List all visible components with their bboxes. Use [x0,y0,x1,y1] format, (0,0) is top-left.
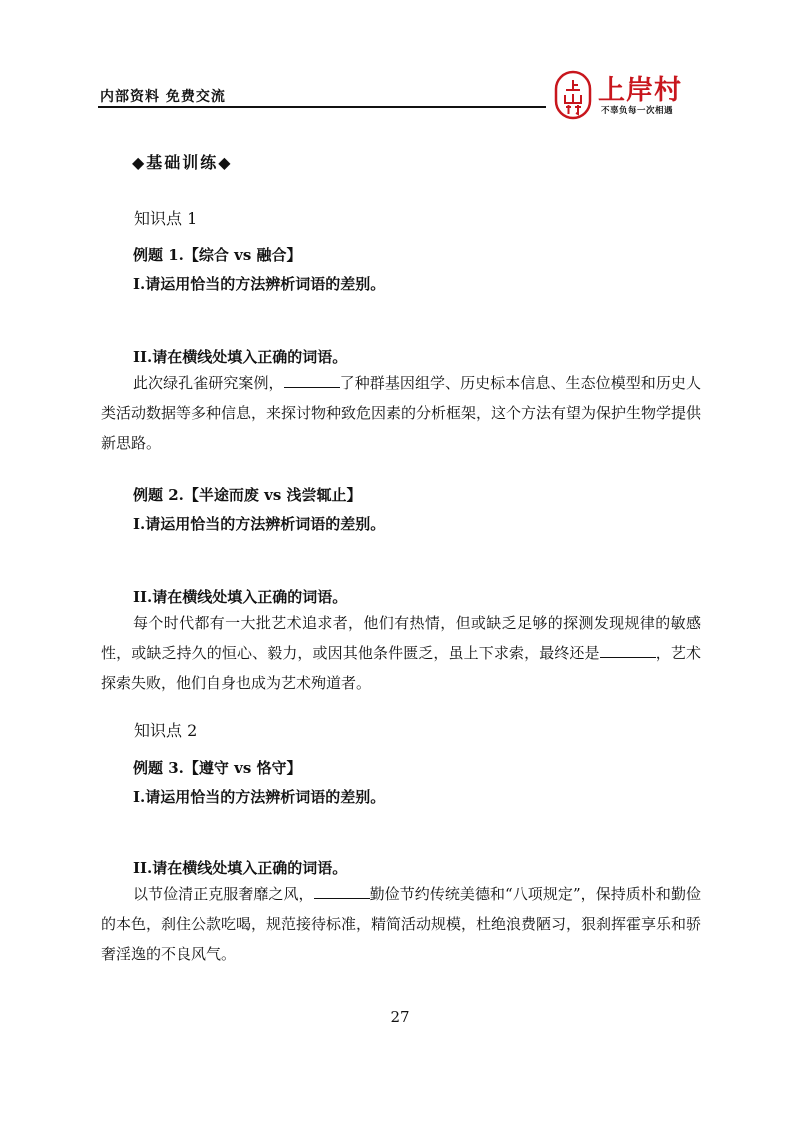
brand-slogan: 不辜负每一次相遇 [601,106,674,116]
answer-blank[interactable] [284,372,340,388]
paragraph-text: 以节俭清正克服奢靡之风， [133,885,314,903]
instruction-distinguish: I.请运用恰当的方法辨析词语的差别。 [133,788,386,806]
brand-logo-text: 上岸村 [598,75,682,106]
paragraph-text: ，艺术探索失败，他们自身也成为艺术殉道者。 [101,644,701,692]
instruction-distinguish: I.请运用恰当的方法辨析词语的差别。 [133,515,386,533]
paragraph-text: 此次绿孔雀研究案例， [133,374,284,392]
seal-logo-icon [553,70,593,120]
paragraph-text: 勤俭节约传统美德和“八项规定”，保持质朴和勤俭的本色，刹住公款吃喝，规范接待标准，精简活动规模，杜绝浪费陋习，狠刹挥霍享乐和骄奢淫逸的不良风气。 [101,885,702,963]
instruction-fill-blank: II.请在横线处填入正确的词语。 [133,348,348,366]
knowledge-point-heading: 知识点 1 [134,209,198,228]
instruction-distinguish: I.请运用恰当的方法辨析词语的差别。 [133,275,386,293]
example-title: 例题 1.【综合 vs 融合】 [133,246,302,264]
instruction-fill-blank: II.请在横线处填入正确的词语。 [133,859,348,877]
example-title: 例题 3.【遵守 vs 恪守】 [133,759,302,777]
section-title: ◆基础训练◆ [132,153,233,172]
exercise-paragraph [101,368,701,458]
example-title: 例题 2.【半途而废 vs 浅尝辄止】 [133,486,362,504]
paragraph-text: 每个时代都有一大批艺术追求者，他们有热情，但或缺乏足够的探测发现规律的敏感性，或缺乏持久的恒心、毅力，或因其他条件匮乏，虽上下求索，最终还是 [101,614,701,662]
answer-blank[interactable] [600,642,656,658]
header-text: 内部资料 免费交流 [100,89,226,105]
exercise-paragraph [101,608,701,698]
header-divider [98,106,546,108]
instruction-fill-blank: II.请在横线处填入正确的词语。 [133,588,348,606]
answer-blank[interactable] [314,883,370,899]
exercise-paragraph [101,879,701,969]
page-number: 27 [390,1008,410,1026]
paragraph-text: 了种群基因组学、历史标本信息、生态位模型和历史人类活动数据等多种信息，来探讨物种致危因素的分析框架，这个方法有望为保护生物学提供新思路。 [101,374,702,452]
knowledge-point-heading: 知识点 2 [134,721,198,740]
